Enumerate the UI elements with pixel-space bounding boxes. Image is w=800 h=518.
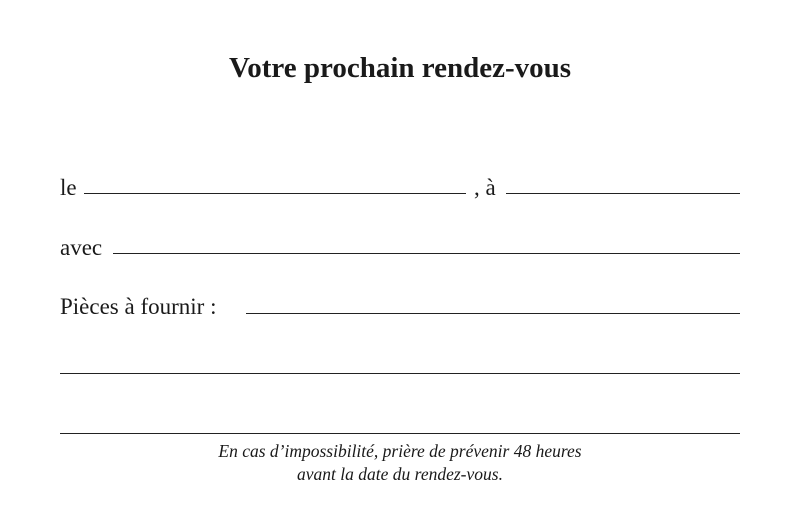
notice-line-1: En cas d’impossibilité, prière de prévenir 48 heures [218, 441, 582, 461]
documents-field[interactable] [246, 313, 740, 314]
card-title: Votre prochain rendez-vous [228, 52, 572, 84]
time-field[interactable] [506, 193, 740, 194]
time-label: , à [474, 175, 496, 200]
documents-extra-line-1[interactable] [60, 373, 740, 374]
with-row [60, 233, 740, 263]
date-time-row [60, 173, 740, 203]
with-label: avec [60, 235, 103, 260]
documents-label: Pièces à fournir : [60, 294, 217, 319]
notice-line-2: avant la date du rendez-vous. [297, 464, 503, 484]
documents-row [60, 292, 740, 322]
date-field[interactable] [84, 193, 466, 194]
with-field[interactable] [113, 253, 740, 254]
date-label: le [60, 175, 77, 200]
documents-extra-line-2[interactable] [60, 433, 740, 434]
